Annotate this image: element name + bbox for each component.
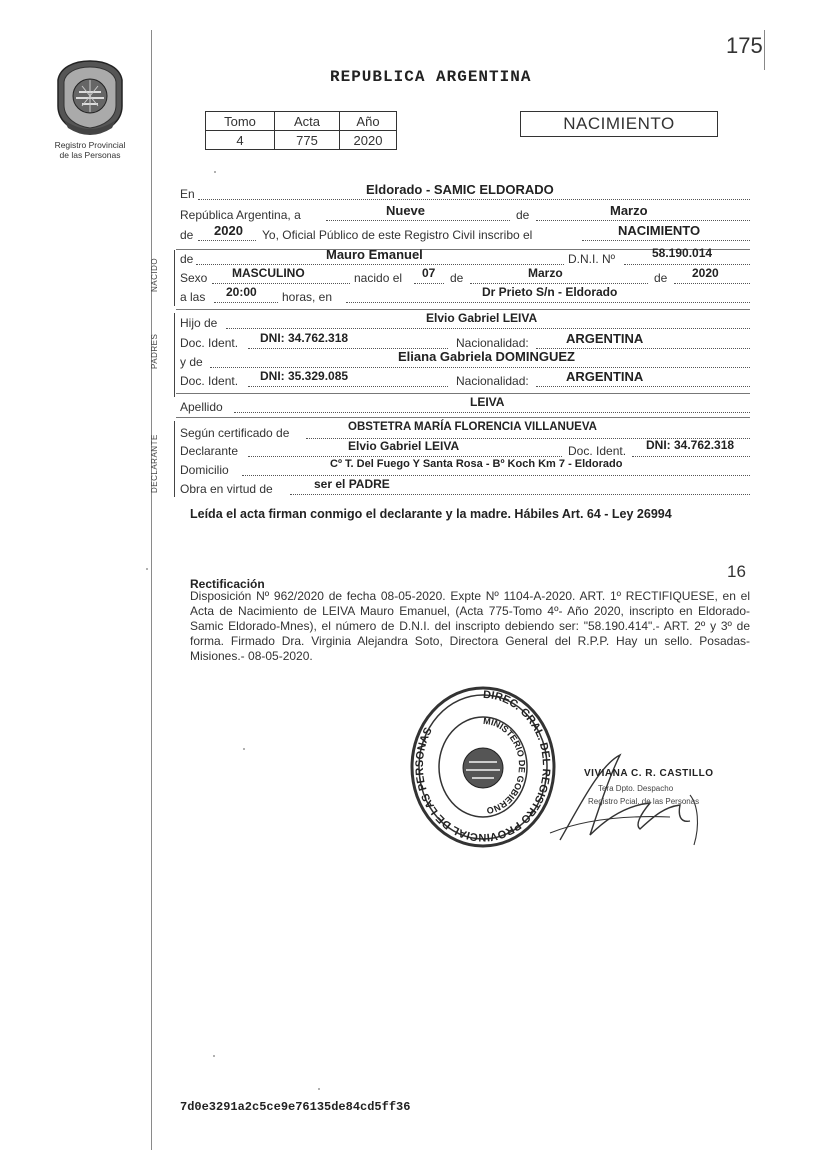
scan-speck [213, 1055, 215, 1057]
reference-table [205, 111, 397, 150]
section-rule [176, 393, 750, 394]
dotted-line [414, 283, 444, 284]
official-seal-stamp [408, 684, 558, 850]
declarante-value: Elvio Gabriel LEIVA [348, 439, 460, 453]
segun-certificado-label: Según certificado de [180, 426, 290, 440]
page-number: 175 [726, 33, 763, 58]
dotted-line [226, 328, 750, 329]
tomo-value: 4 [206, 131, 275, 150]
dotted-line [470, 283, 648, 284]
month-value: Marzo [610, 203, 648, 218]
provincia-misiones-logo [52, 58, 128, 136]
acta-value: 775 [275, 131, 340, 150]
dotted-line [582, 240, 750, 241]
scan-speck [243, 748, 245, 750]
de-label: de [180, 252, 194, 266]
year-value: 2020 [214, 223, 243, 238]
oficial-label: Yo, Oficial Público de este Registro Civil inscribo el [262, 228, 533, 242]
dotted-line [674, 283, 750, 284]
nacionalidad-label: Nacionalidad: [456, 336, 529, 350]
dotted-line [198, 240, 256, 241]
dotted-line [196, 264, 564, 265]
office-label-line2: de las Personas [59, 150, 121, 160]
dotted-line [326, 220, 510, 221]
child-dni-value: 58.190.014 [652, 246, 713, 260]
mother-doc-value: DNI: 35.329.085 [260, 369, 349, 383]
dotted-line [234, 412, 750, 413]
seal-inner-text: MINISTERIO DE GOBIERNO [482, 715, 528, 816]
en-label: En [180, 187, 195, 201]
signatory-office: Registro Pcial. de las Personas [588, 797, 700, 806]
rectification-number: 16 [727, 562, 746, 581]
closing-statement: Leída el acta firman conmigo el declarante y la madre. Hábiles Art. 64 - Ley 26994 [190, 507, 672, 521]
apellido-value: LEIVA [470, 395, 505, 409]
domicilio-label: Domicilio [180, 463, 229, 477]
father-name-value: Elvio Gabriel LEIVA [426, 311, 538, 325]
dotted-line [198, 199, 750, 200]
section-bracket [174, 313, 175, 397]
dni-label: D.N.I. Nº [568, 252, 616, 266]
section-rule [176, 309, 750, 310]
birth-year-value: 2020 [692, 266, 719, 280]
republica-label: República Argentina, a [180, 208, 301, 222]
dotted-line [536, 386, 750, 387]
father-doc-value: DNI: 34.762.318 [260, 331, 349, 345]
inscription-value: NACIMIENTO [618, 223, 701, 238]
birth-place-value: Dr Prieto S/n - Eldorado [482, 285, 618, 299]
de-label: de [516, 208, 530, 222]
domicilio-value: Cº T. Del Fuego Y Santa Rosa - Bº Koch Km 7 - Eldorado [330, 458, 623, 470]
birth-day-value: 07 [422, 266, 436, 280]
dotted-line [248, 456, 562, 457]
document-title: REPUBLICA ARGENTINA [330, 68, 532, 86]
scan-speck [318, 1088, 320, 1090]
mother-name-value: Eliana Gabriela DOMINGUEZ [398, 349, 575, 364]
dotted-line [248, 386, 448, 387]
de-label: de [654, 271, 668, 285]
signatory-title: Tera Dpto. Despacho [598, 784, 674, 793]
dotted-line [346, 302, 750, 303]
declarante-label: Declarante [180, 444, 239, 458]
margin-line [151, 30, 152, 1150]
dotted-line [242, 475, 750, 476]
rectification-title: Rectificación [190, 577, 265, 591]
right-margin-mark [764, 30, 765, 70]
scan-speck [146, 568, 148, 570]
dotted-line [214, 302, 278, 303]
doc-ident-label: Doc. Ident. [180, 336, 239, 350]
place-value: Eldorado - SAMIC ELDORADO [366, 182, 554, 197]
sexo-label: Sexo [180, 271, 208, 285]
section-bracket [174, 250, 175, 306]
padres-section-label: PADRES [150, 333, 159, 369]
birth-time-value: 20:00 [226, 285, 257, 299]
obra-value: ser el PADRE [314, 477, 390, 491]
de-label: de [450, 271, 464, 285]
birth-month-value: Marzo [528, 266, 563, 280]
day-value: Nueve [386, 203, 426, 218]
nacido-section-label: NACIDO [150, 257, 159, 292]
declarante-section-label: DECLARANTE [150, 434, 159, 493]
nacido-el-label: nacido el [354, 271, 403, 285]
office-label-line1: Registro Provincial [54, 140, 126, 150]
acta-header: Acta [275, 112, 340, 131]
office-label [40, 140, 140, 160]
nacionalidad-label: Nacionalidad: [456, 374, 529, 388]
de-label: de [180, 228, 194, 242]
mother-nationality-value: ARGENTINA [566, 369, 644, 384]
anio-header: Año [340, 112, 397, 131]
section-rule [176, 417, 750, 418]
declarante-doc-value: DNI: 34.762.318 [646, 438, 735, 452]
dotted-line [210, 367, 750, 368]
sexo-value: MASCULINO [232, 266, 305, 280]
child-name-value: Mauro Emanuel [326, 247, 423, 262]
dotted-line [624, 264, 750, 265]
doc-ident-label: Doc. Ident. [568, 444, 627, 458]
father-nationality-value: ARGENTINA [566, 331, 644, 346]
record-type-box: NACIMIENTO [520, 111, 718, 137]
doc-ident-label: Doc. Ident. [180, 374, 239, 388]
scan-speck [214, 171, 216, 173]
dotted-line [212, 283, 350, 284]
anio-value: 2020 [340, 131, 397, 150]
dotted-line [632, 456, 750, 457]
document-hash: 7d0e3291a2c5ce9e76135de84cd5ff36 [180, 1100, 411, 1114]
hijo-de-label: Hijo de [180, 316, 218, 330]
obra-label: Obra en virtud de [180, 482, 273, 496]
tomo-header: Tomo [206, 112, 275, 131]
signatory-name: VIVIANA C. R. CASTILLO [584, 768, 714, 779]
apellido-label: Apellido [180, 400, 223, 414]
a-las-label: a las [180, 290, 206, 304]
horas-label: horas, en [282, 290, 333, 304]
rectification-text: Disposición Nº 962/2020 de fecha 08-05-2020. Expte Nº 1104-A-2020. ART. 1º RECTIFIQUESE, en el Acta de Nacimiento de LEIVA Mauro Emanuel, (Acta 775-Tomo 4º- Año 2020, inscripto en Eldorado- Samic Eldorado-Mnes), el número de D.N.I. del inscripto debiendo ser: "58.190.414".- ART. 2º y 3º de forma. Firmado Dra. Virginia Alejandra Soto, Directora General del R.P.P. Hay un sello. Posadas- Misiones.- 08-05-2020. [190, 589, 750, 663]
dotted-line [536, 220, 750, 221]
section-bracket [174, 421, 175, 497]
y-de-label: y de [180, 355, 203, 369]
certificate-value: OBSTETRA MARÍA FLORENCIA VILLANUEVA [348, 421, 597, 433]
dotted-line [290, 494, 750, 495]
seal-outer-text: DIREC. GRAL. DEL REGISTRO PROVINCIAL DE LAS PERSONAS [413, 688, 553, 844]
